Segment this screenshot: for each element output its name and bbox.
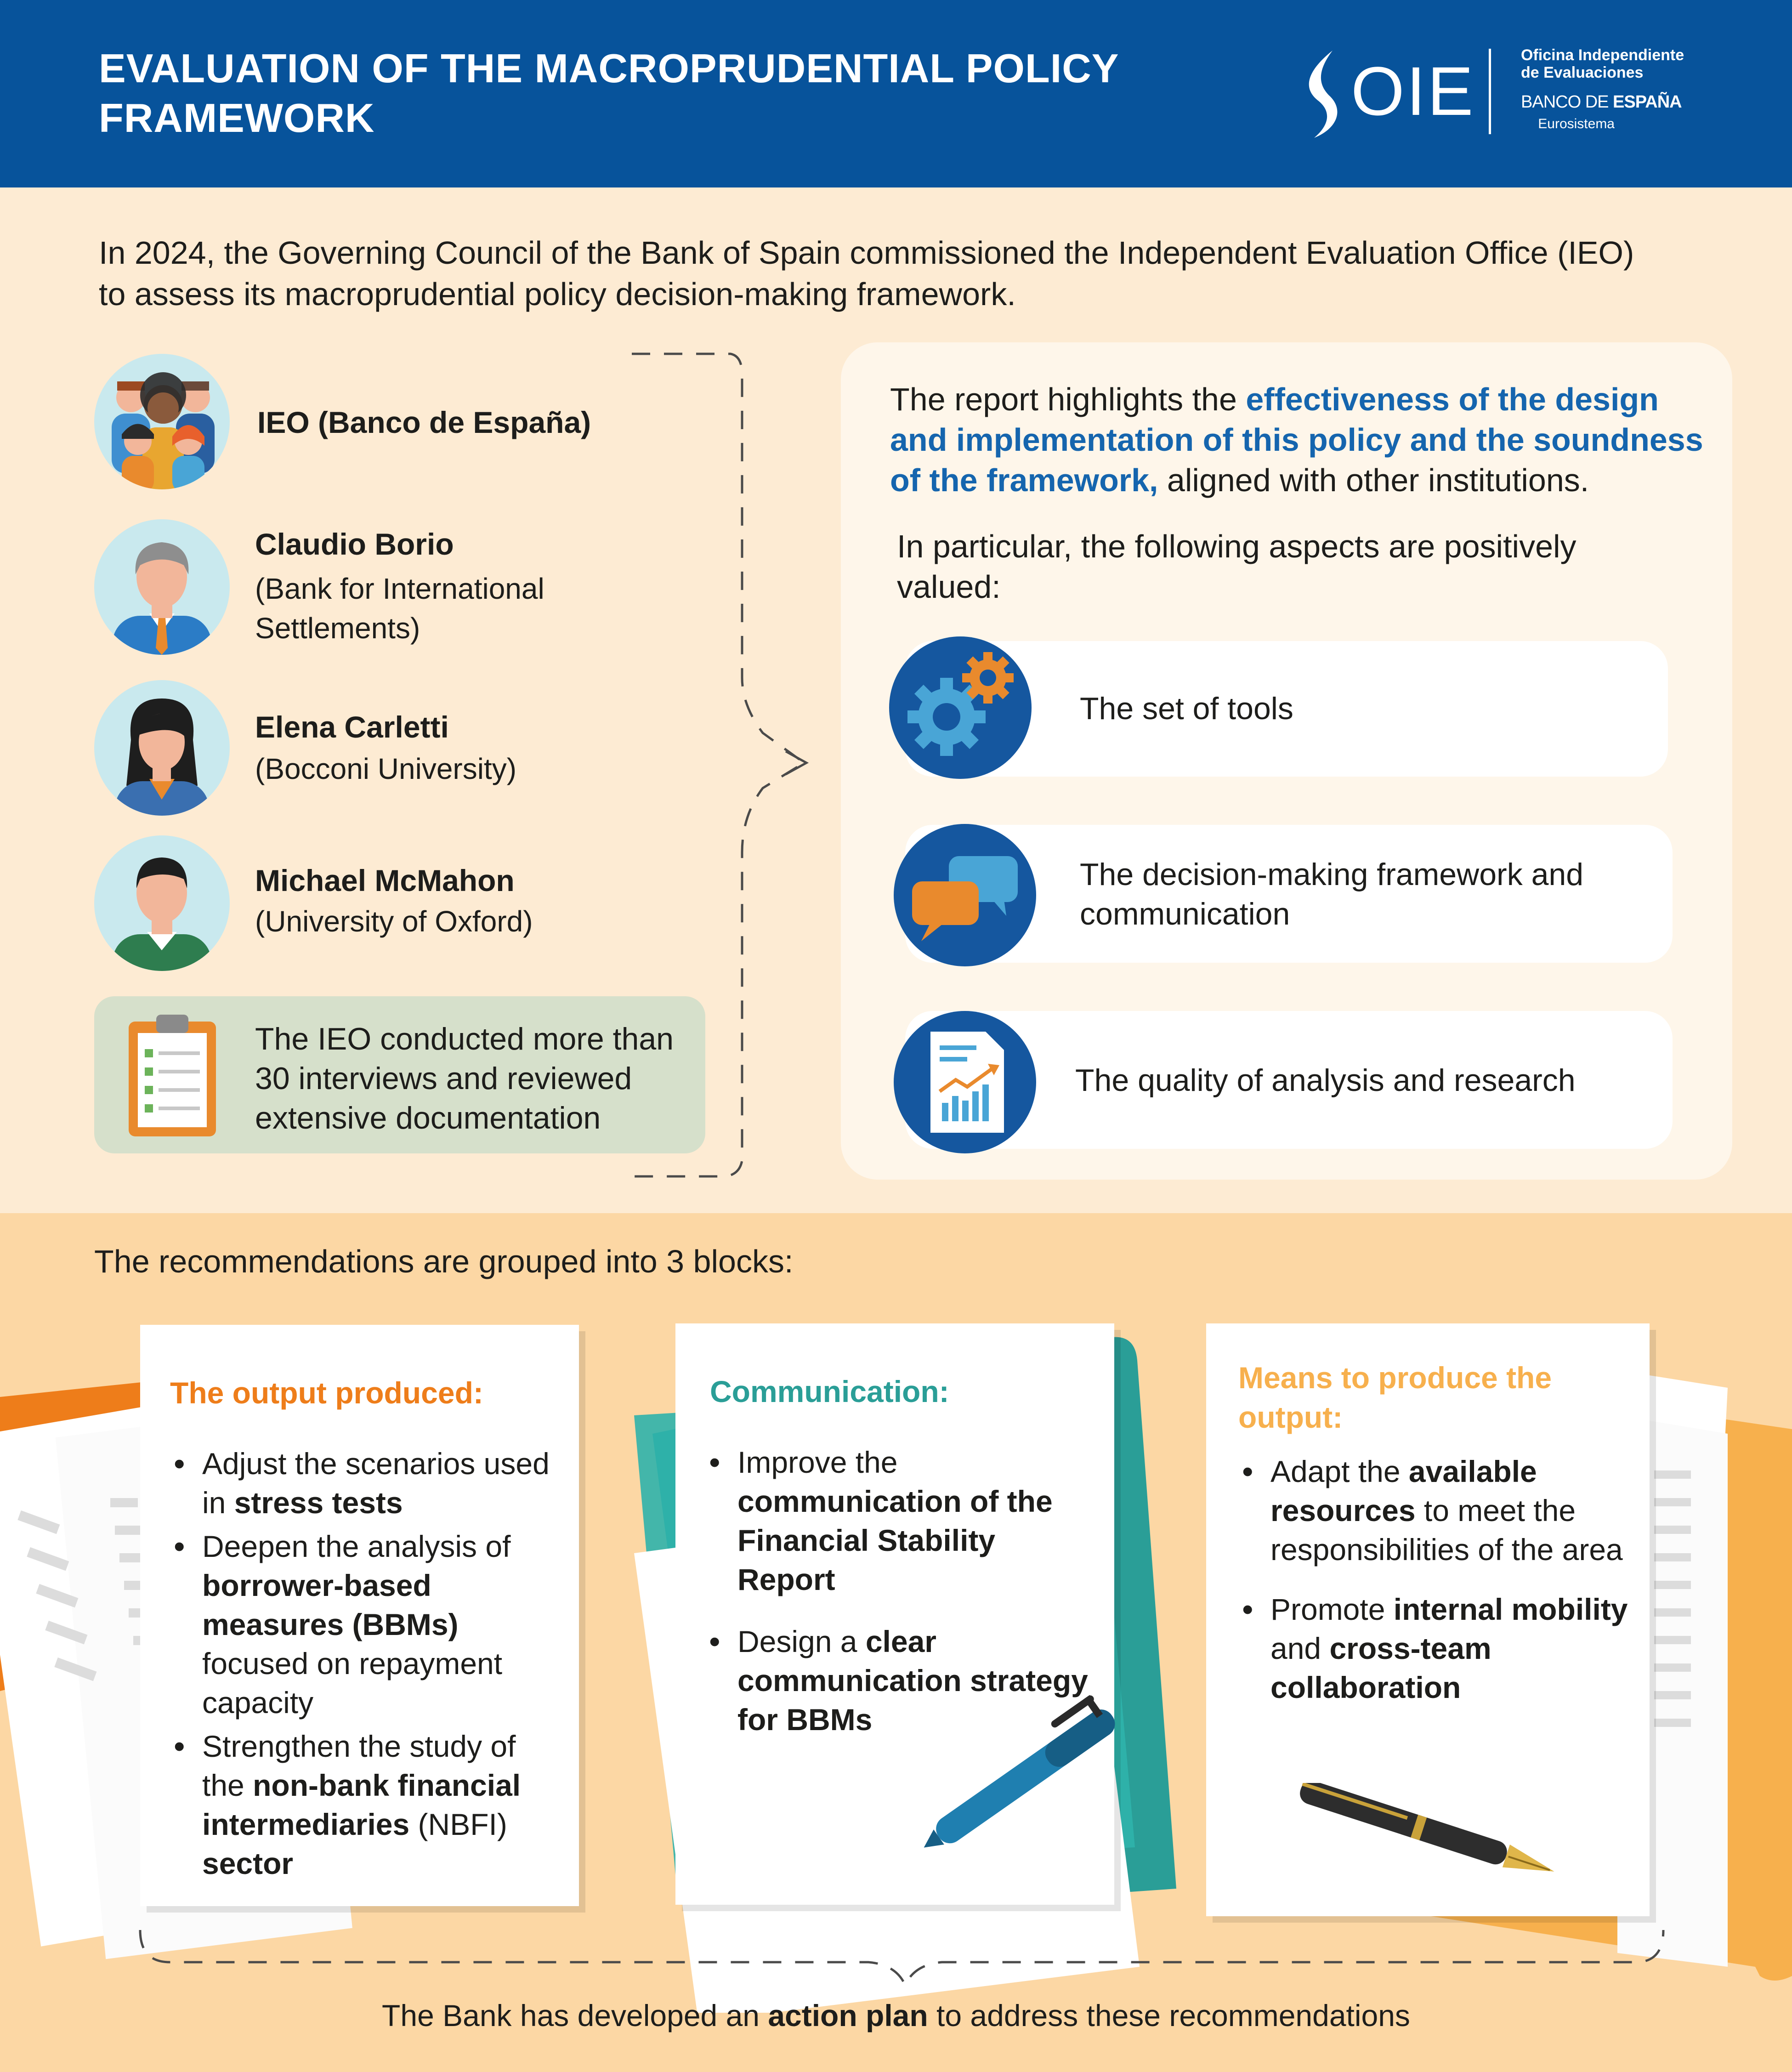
recommendation-item [161,1727,565,1883]
recommendation-item [696,1443,1091,1599]
item-text: Design a [737,1624,866,1658]
dashed-bracket-bottom [133,1925,1677,1990]
evaluator-affiliation: (Bocconi University) [255,752,517,785]
closing-statement [0,1996,1792,2035]
recommendations-title: The recommendations are grouped into 3 blocks: [94,1243,794,1279]
man-grey-hair-icon [94,519,230,655]
borio-avatar [94,519,230,655]
logo-line-1: Oficina Independiente [1521,46,1684,64]
closing-bold: action plan [768,1998,928,2032]
intro-text: In 2024, the Governing Council of the Bank of Spain commissioned the Independent Evaluation Office (IEO) to assess its macroprudential policy decision-making framework. [99,235,1634,312]
item-text: to meet the responsibilities of the area [1270,1493,1623,1567]
card-items [161,1444,565,1888]
interviews-text: The IEO conducted more than 30 interviews and reviewed extensive documentation [255,1022,674,1135]
team-avatar [94,354,230,489]
speech-bubbles-icon-circle [894,824,1036,966]
evaluator-name: Elena Carletti [255,710,449,744]
report-post: aligned with other institutions. [1158,462,1589,498]
carletti-avatar [94,680,230,816]
aspect-label: The decision-making framework and communication [1080,857,1584,931]
fountain-pen-icon [1284,1783,1578,1884]
gears-icon-circle [889,636,1032,779]
report-pre: The report highlights the [890,381,1246,417]
clipboard-checklist-icon [124,1012,221,1141]
closing-pre: The Bank has developed an [382,1998,768,2032]
item-text: Strengthen the study of the [202,1729,516,1802]
item-text: Adapt the [1270,1454,1409,1488]
recommendation-card-communication [675,1323,1114,1905]
item-bold: clear communication strategy for BBMs [737,1624,1088,1737]
logo-line-4: Eurosistema [1538,116,1615,131]
item-bold: non-bank financial intermediaries [202,1768,521,1841]
recommendation-item [1229,1590,1633,1707]
item-text: focused on repayment capacity [202,1646,503,1720]
logo-espana: ESPAÑA [1613,92,1682,112]
report-highlight: effectiveness of the design and implementation of this policy and the soundness of the framework, [890,381,1703,498]
evaluator-affiliation: (University of Oxford) [255,905,533,938]
evaluator-name: IEO (Banco de España) [257,405,591,439]
evaluator-name: Michael McMahon [255,863,515,897]
logo-line-3 [1521,92,1682,112]
card-items [1229,1452,1633,1712]
mcmahon-avatar [94,835,230,971]
man-icon [94,835,230,971]
recommendation-item [1229,1452,1633,1569]
aspect-label: The quality of analysis and research [1075,1063,1576,1098]
team-icon [94,354,230,489]
recommendation-card-means [1206,1323,1650,1916]
item-bold: sector [202,1846,294,1880]
item-text: and [1270,1631,1330,1665]
item-bold: stress tests [234,1486,403,1520]
speech-bubbles-icon [894,824,1036,966]
report-findings-panel [841,342,1732,1180]
card-title: Communication: [710,1374,949,1408]
header-bar [0,0,1792,187]
item-bold: available resources [1270,1454,1537,1527]
logo-line-2: de Evaluaciones [1521,64,1644,81]
item-bold: internal mobility [1393,1592,1628,1626]
flame-logo-icon [1300,51,1351,138]
item-text: Adjust the scenarios used in [202,1447,550,1520]
page-title: EVALUATION OF THE MACROPRUDENTIAL POLICY FRAMEWORK [99,45,1118,141]
item-text: (NBFI) [409,1807,507,1841]
item-text: Deepen the analysis of [202,1529,511,1563]
item-bold: borrower-based measures (BBMs) [202,1568,459,1641]
ballpoint-pen-icon [901,1691,1158,1856]
item-bold: cross-team collaboration [1270,1631,1491,1704]
item-text: Promote [1270,1592,1394,1626]
report-highlight-text [890,379,1708,500]
item-text: Improve the [737,1445,898,1479]
evaluator-affiliation: (Bank for International Settlements) [255,572,544,645]
logo-banco: BANCO DE [1521,92,1613,112]
logo-divider [1489,49,1491,134]
recommendation-item [161,1527,565,1722]
recommendation-item [161,1444,565,1522]
report-chart-icon-circle [894,1011,1036,1153]
recommendation-card-output [140,1325,579,1906]
evaluator-name: Claudio Borio [255,527,454,561]
aspects-intro: In particular, the following aspects are positively valued: [897,528,1577,605]
woman-icon [94,680,230,816]
report-chart-icon [894,1011,1036,1153]
gears-icon [889,636,1032,779]
oie-logo [1300,46,1714,138]
card-title: Means to produce the output: [1238,1361,1552,1434]
interviews-note [94,996,705,1153]
closing-post: to address these recommendations [928,1998,1410,2032]
item-bold: communication of the Financial Stability Report [737,1484,1053,1596]
logo-wordmark: OIE [1351,52,1475,130]
aspect-label: The set of tools [1080,691,1293,726]
dashed-bracket-connector [625,347,818,1183]
card-title: The output produced: [170,1376,483,1410]
